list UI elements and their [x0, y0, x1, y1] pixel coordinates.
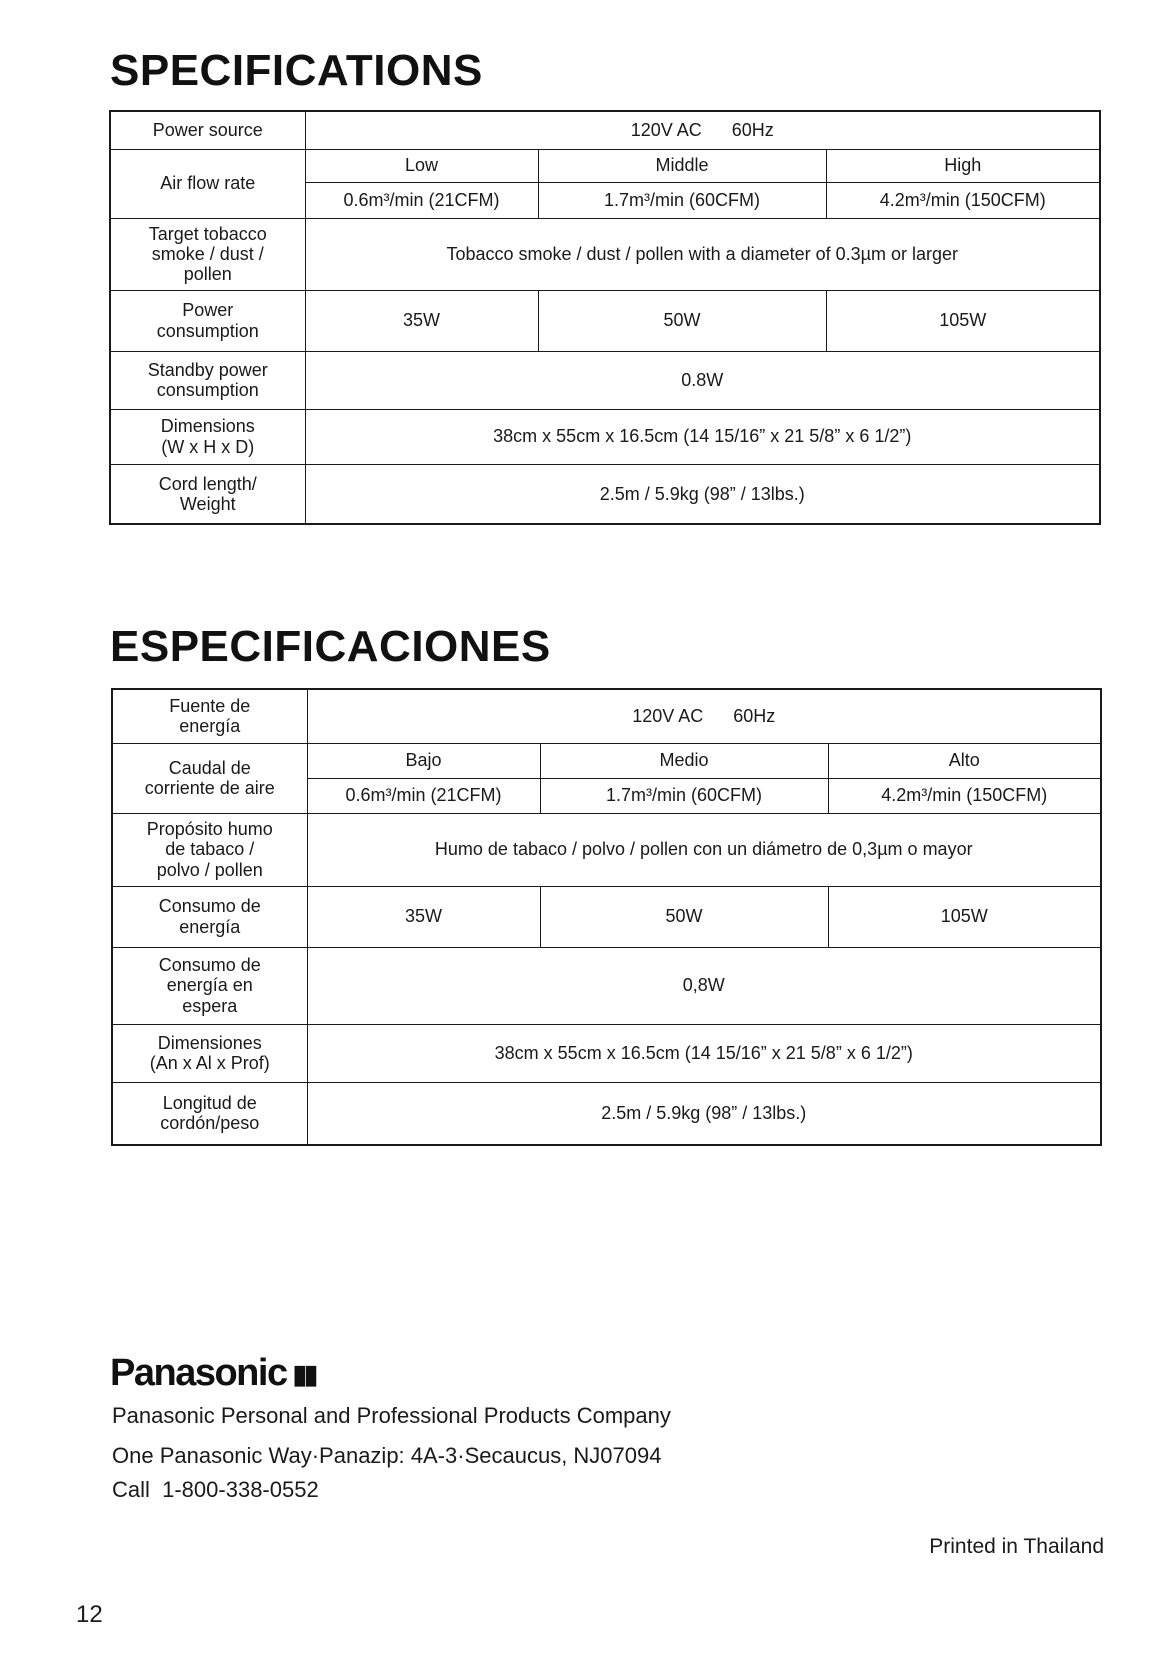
- longitud-label-line: Longitud de: [162, 1093, 257, 1114]
- dimensiones-label-line: (An x Al x Prof): [149, 1053, 270, 1073]
- consumo-label-line: energía: [179, 916, 241, 937]
- proposito-value: Humo de tabaco / polvo / pollen con un diámetro de 0,3µm o mayor: [307, 813, 1101, 886]
- target-label-line: smoke / dust /: [151, 243, 264, 264]
- caudal-label-line: Caudal de: [168, 757, 251, 778]
- target-label: [110, 218, 305, 290]
- longitud-label-line: cordón/peso: [160, 1113, 260, 1134]
- power-consumption-row: [110, 290, 1100, 351]
- power-consumption-label-line: Power: [182, 300, 234, 321]
- printed-in-note: Printed in Thailand: [929, 1535, 1104, 1558]
- dimensiones-value: 38cm x 55cm x 16.5cm (14 15/16” x 21 5/8” x 6 1/2”): [307, 1024, 1101, 1082]
- air-flow-value-low: 0.6m³/min (21CFM): [305, 182, 538, 218]
- air-flow-value-middle: 1.7m³/min (60CFM): [538, 182, 826, 218]
- specifications-table: [109, 110, 1101, 525]
- air-flow-level-middle: Middle: [538, 149, 826, 182]
- dimensions-value: 38cm x 55cm x 16.5cm (14 15/16” x 21 5/8” x 6 1/2”): [305, 409, 1100, 464]
- company-address: One Panasonic Way·Panazip: 4A-3·Secaucus, NJ07094: [112, 1443, 662, 1468]
- proposito-row: [112, 813, 1101, 886]
- proposito-label-line: de tabaco /: [165, 839, 255, 860]
- company-name: Panasonic Personal and Professional Products Company: [112, 1403, 671, 1428]
- consumo-alto: 105W: [828, 886, 1101, 947]
- consumo-bajo: 35W: [307, 886, 540, 947]
- cord-row: [110, 464, 1100, 524]
- fuente-label-line: energía: [179, 716, 241, 737]
- consumo-medio: 50W: [540, 886, 828, 947]
- consumo-row: [112, 886, 1101, 947]
- air-flow-value-high: 4.2m³/min (150CFM): [826, 182, 1100, 218]
- caudal-level-alto: Alto: [828, 743, 1101, 778]
- caudal-level-bajo: Bajo: [307, 743, 540, 778]
- power-source-row: [110, 111, 1100, 149]
- brand-name: Panasonic: [110, 1352, 287, 1394]
- power-consumption-low: 35W: [305, 290, 538, 351]
- cord-label: [110, 464, 305, 524]
- longitud-row: [112, 1082, 1101, 1145]
- espera-row: [112, 947, 1101, 1024]
- cord-label-line: Weight: [179, 493, 236, 514]
- caudal-label-line: corriente de aire: [144, 778, 275, 798]
- power-consumption-label-line: consumption: [156, 320, 259, 341]
- espera-value: 0,8W: [307, 947, 1101, 1024]
- target-label-line: pollen: [183, 264, 232, 285]
- fuente-label-line: Fuente de: [169, 696, 251, 717]
- especificaciones-table: [111, 688, 1102, 1146]
- fuente-value: 120V AC 60Hz: [307, 689, 1101, 743]
- espera-label: [112, 947, 307, 1024]
- cord-value: 2.5m / 5.9kg (98” / 13lbs.): [305, 464, 1100, 524]
- target-label-line: Target tobacco: [148, 223, 267, 244]
- fuente-label: [112, 689, 307, 743]
- dimensions-label-line: Dimensions: [160, 416, 255, 437]
- air-flow-level-low: Low: [305, 149, 538, 182]
- power-source-value: 120V AC 60Hz: [305, 111, 1100, 149]
- caudal-value-bajo: 0.6m³/min (21CFM): [307, 778, 540, 813]
- air-flow-level-high: High: [826, 149, 1100, 182]
- standby-label: [110, 351, 305, 409]
- fuente-row: [112, 689, 1101, 743]
- power-consumption-high: 105W: [826, 290, 1100, 351]
- cord-label-line: Cord length/: [158, 473, 257, 494]
- power-consumption-middle: 50W: [538, 290, 826, 351]
- panasonic-logo: [110, 1352, 315, 1395]
- longitud-value: 2.5m / 5.9kg (98” / 13lbs.): [307, 1082, 1101, 1145]
- dimensions-label-line: (W x H x D): [161, 436, 255, 457]
- proposito-label: [112, 813, 307, 886]
- specifications-title: SPECIFICATIONS: [110, 46, 483, 95]
- air-flow-levels-row: [110, 149, 1100, 182]
- dimensiones-row: [112, 1024, 1101, 1082]
- especificaciones-title: ESPECIFICACIONES: [110, 622, 551, 671]
- consumo-label-line: Consumo de: [158, 896, 261, 917]
- logo-mark-icon: ▮▮: [292, 1359, 316, 1389]
- proposito-label-line: Propósito humo: [146, 819, 273, 840]
- dimensiones-label: [112, 1024, 307, 1082]
- caudal-value-alto: 4.2m³/min (150CFM): [828, 778, 1101, 813]
- target-row: [110, 218, 1100, 290]
- longitud-label: [112, 1082, 307, 1145]
- standby-label-line: Standby power: [147, 359, 268, 380]
- dimensions-row: [110, 409, 1100, 464]
- target-value: Tobacco smoke / dust / pollen with a diameter of 0.3µm or larger: [305, 218, 1100, 290]
- company-phone: Call 1-800-338-0552: [112, 1477, 319, 1502]
- standby-label-line: consumption: [156, 380, 259, 400]
- proposito-label-line: polvo / pollen: [156, 859, 263, 880]
- standby-row: [110, 351, 1100, 409]
- caudal-levels-row: [112, 743, 1101, 778]
- espera-label-line: energía en: [166, 975, 253, 996]
- page-number: 12: [76, 1601, 103, 1628]
- air-flow-label: Air flow rate: [110, 149, 305, 218]
- caudal-label: [112, 743, 307, 813]
- power-source-label: Power source: [110, 111, 305, 149]
- espera-label-line: Consumo de: [158, 955, 261, 976]
- espera-label-line: espera: [182, 995, 238, 1016]
- dimensions-label: [110, 409, 305, 464]
- caudal-value-medio: 1.7m³/min (60CFM): [540, 778, 828, 813]
- dimensiones-label-line: Dimensiones: [157, 1032, 262, 1053]
- caudal-level-medio: Medio: [540, 743, 828, 778]
- consumo-label: [112, 886, 307, 947]
- power-consumption-label: [110, 290, 305, 351]
- standby-value: 0.8W: [305, 351, 1100, 409]
